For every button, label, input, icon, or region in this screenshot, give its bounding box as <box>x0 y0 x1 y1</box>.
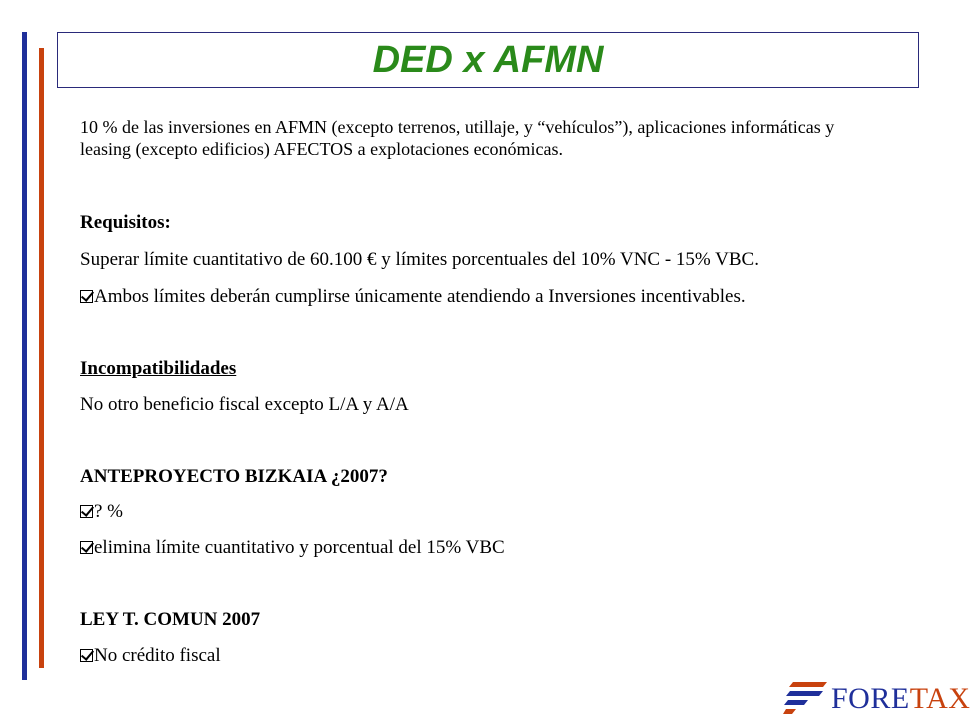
anteproyecto-line-1 <box>80 501 123 523</box>
requisitos-line-2-text: Ambos límites deberán cumplirse únicamente atendiendo a Inversiones incentivables. <box>94 286 746 307</box>
requisitos-line-1: Superar límite cuantitativo de 60.100 € y límites porcentuales del 10% VNC - 15% VBC. <box>80 249 759 270</box>
foretax-logo <box>783 680 970 716</box>
left-accent-bar-blue <box>22 32 27 680</box>
foretax-logo-text <box>831 682 970 716</box>
checkbox-icon <box>80 290 93 303</box>
foretax-logo-mark-icon <box>783 680 829 716</box>
logo-text-tax: TAX <box>909 682 970 715</box>
title-box <box>57 32 919 88</box>
anteproyecto-line-1-text: ? % <box>94 501 124 522</box>
ley-line-1-text: No crédito fiscal <box>94 645 221 666</box>
ley-heading: LEY T. COMUN 2007 <box>80 609 261 630</box>
checkbox-icon <box>80 505 93 518</box>
intro-text: 10 % de las inversiones en AFMN (excepto terrenos, utillaje, y “vehículos”), aplicaciones informáticas y leasing (excepto edificios) AFECTOS a explotaciones económicas. <box>80 117 835 159</box>
anteproyecto-line-2-text: elimina límite cuantitativo y porcentual del 15% VBC <box>94 537 505 558</box>
incompatibilidades-line-1: No otro beneficio fiscal excepto L/A y A/A <box>80 394 409 415</box>
anteproyecto-heading: ANTEPROYECTO BIZKAIA ¿2007? <box>80 466 388 487</box>
checkbox-icon <box>80 541 93 554</box>
left-accent-bar-orange <box>39 48 44 668</box>
incompatibilidades-heading: Incompatibilidades <box>80 358 237 379</box>
checkbox-icon <box>80 649 93 662</box>
anteproyecto-line-2 <box>80 537 505 559</box>
requisitos-heading: Requisitos: <box>80 212 171 233</box>
requisitos-line-2 <box>80 286 746 308</box>
logo-text-fore: FORE <box>831 682 910 715</box>
ley-line-1 <box>80 645 221 667</box>
page-title: DED x AFMN <box>372 38 604 81</box>
